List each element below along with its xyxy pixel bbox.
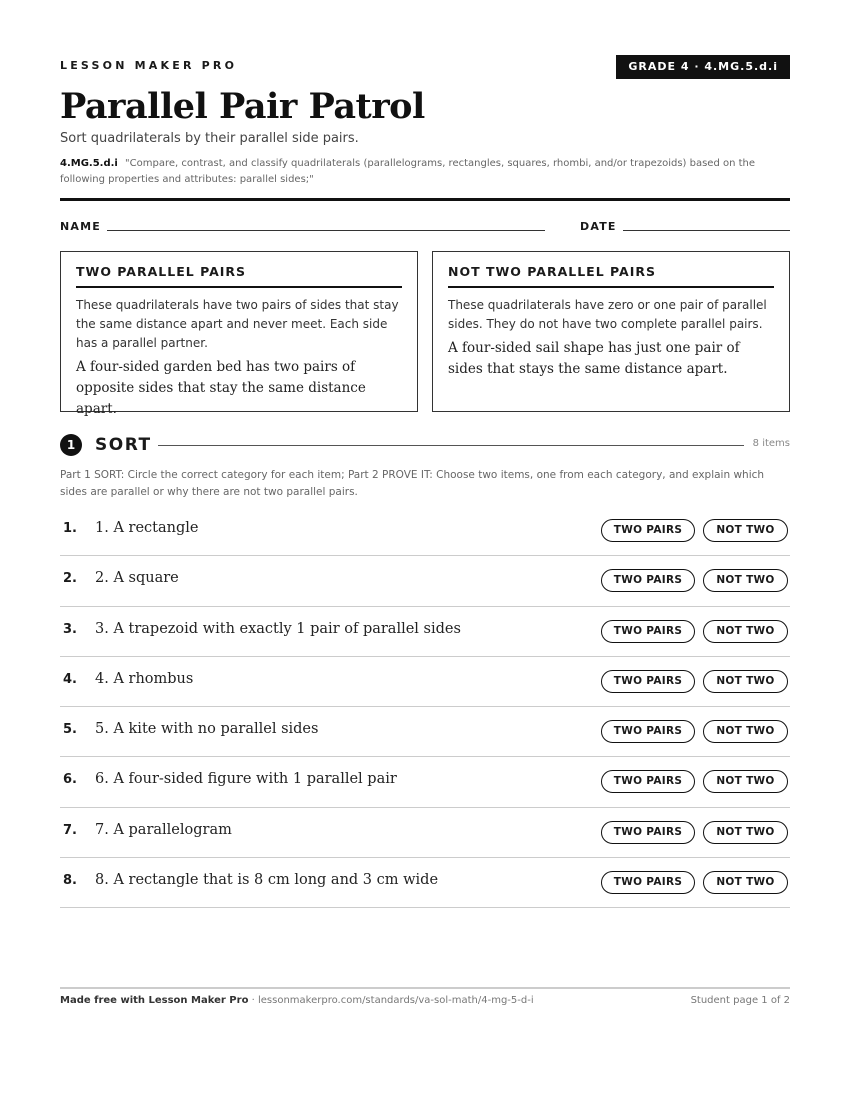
item-number: 7.: [63, 822, 77, 838]
page-subtitle: Sort quadrilaterals by their parallel side pairs.: [60, 131, 359, 146]
item-number: 5.: [63, 722, 77, 738]
item-number: 2.: [63, 571, 77, 587]
footer-made-with: Made free with Lesson Maker Pro: [60, 995, 249, 1006]
date-field[interactable]: [623, 230, 790, 231]
category-example: A four-sided garden bed has two pairs of opposite sides that stay the same distance apart.: [76, 359, 366, 417]
header: [60, 55, 790, 79]
two-pairs-option[interactable]: TWO PAIRS: [601, 770, 695, 793]
section-title: SORT: [95, 435, 152, 455]
page-title: Parallel Pair Patrol: [60, 86, 425, 127]
category-heading: NOT TWO PARALLEL PAIRS: [448, 264, 774, 288]
not-two-option[interactable]: NOT TWO: [703, 821, 788, 844]
not-two-option[interactable]: NOT TWO: [703, 569, 788, 592]
page-indicator: Student page 1 of 2: [690, 995, 790, 1006]
not-two-option[interactable]: NOT TWO: [703, 770, 788, 793]
list-item: [60, 757, 790, 807]
section-number-badge: 1: [60, 434, 82, 456]
item-text: 3. A trapezoid with exactly 1 pair of parallel sides: [95, 620, 461, 637]
item-number: 8.: [63, 873, 77, 889]
item-text: 6. A four-sided figure with 1 parallel pair: [95, 771, 397, 788]
name-label: NAME: [60, 220, 101, 233]
not-two-option[interactable]: NOT TWO: [703, 620, 788, 643]
item-number: 3.: [63, 621, 77, 637]
section-instructions: Part 1 SORT: Circle the correct category for each item; Part 2 PROVE IT: Choose two items, one from each category, and explain which sides are parallel or why there are not two parallel pairs.: [60, 469, 765, 498]
name-date-row: [60, 219, 790, 235]
two-pairs-option[interactable]: TWO PAIRS: [601, 620, 695, 643]
item-text: 4. A rhombus: [95, 670, 194, 687]
list-item: [60, 858, 790, 908]
not-two-option[interactable]: NOT TWO: [703, 670, 788, 693]
item-text: 5. A kite with no parallel sides: [95, 721, 319, 738]
list-item: [60, 506, 790, 556]
not-two-option[interactable]: NOT TWO: [703, 720, 788, 743]
two-pairs-option[interactable]: TWO PAIRS: [601, 519, 695, 542]
two-pairs-option[interactable]: TWO PAIRS: [601, 871, 695, 894]
item-number: 4.: [63, 671, 77, 687]
footer: [60, 995, 790, 1006]
list-item: [60, 707, 790, 757]
not-two-option[interactable]: NOT TWO: [703, 519, 788, 542]
item-text: 7. A parallelogram: [95, 821, 232, 838]
brand-name: LESSON MAKER PRO: [60, 59, 238, 72]
standard-text: "Compare, contrast, and classify quadrilaterals (parallelograms, rectangles, squares, rhombi, and/or trapezoids) based on the following properties and attributes: parallel sides;": [60, 158, 756, 185]
list-item: [60, 657, 790, 707]
date-label: DATE: [580, 220, 617, 233]
list-item: [60, 808, 790, 858]
item-text: 2. A square: [95, 570, 179, 587]
item-number: 6.: [63, 772, 77, 788]
not-two-option[interactable]: NOT TWO: [703, 871, 788, 894]
header-divider: [60, 198, 790, 201]
standard-code: 4.MG.5.d.i: [60, 158, 118, 169]
item-text: 8. A rectangle that is 8 cm long and 3 cm wide: [95, 872, 439, 889]
standard-description: [60, 156, 790, 188]
item-number: 1.: [63, 521, 77, 536]
two-pairs-option[interactable]: TWO PAIRS: [601, 720, 695, 743]
grade-badge: GRADE 4 · 4.MG.5.d.i: [616, 55, 790, 79]
category-card-not-two-pairs: [432, 251, 790, 412]
item-count: 8 items: [752, 438, 790, 449]
two-pairs-option[interactable]: TWO PAIRS: [601, 821, 695, 844]
name-field[interactable]: [107, 230, 545, 231]
list-item: [60, 607, 790, 657]
list-item: [60, 556, 790, 606]
category-example: A four-sided sail shape has just one pair of sides that stays the same distance apart.: [448, 340, 740, 377]
footer-url[interactable]: · lessonmakerpro.com/standards/va-sol-math/4-mg-5-d-i: [248, 995, 534, 1006]
category-description: These quadrilaterals have two pairs of sides that stay the same distance apart and never meet. Each side has a parallel partner.: [76, 298, 399, 350]
footer-divider: [60, 987, 790, 989]
sort-item-list: [60, 506, 790, 908]
section-header-sort: [60, 434, 790, 456]
section-divider: [158, 445, 744, 446]
two-pairs-option[interactable]: TWO PAIRS: [601, 670, 695, 693]
two-pairs-option[interactable]: TWO PAIRS: [601, 569, 695, 592]
category-heading: TWO PARALLEL PAIRS: [76, 264, 402, 288]
category-description: These quadrilaterals have zero or one pair of parallel sides. They do not have two complete parallel pairs.: [448, 298, 767, 331]
item-text: 1. A rectangle: [95, 520, 199, 536]
category-card-two-pairs: [60, 251, 418, 417]
